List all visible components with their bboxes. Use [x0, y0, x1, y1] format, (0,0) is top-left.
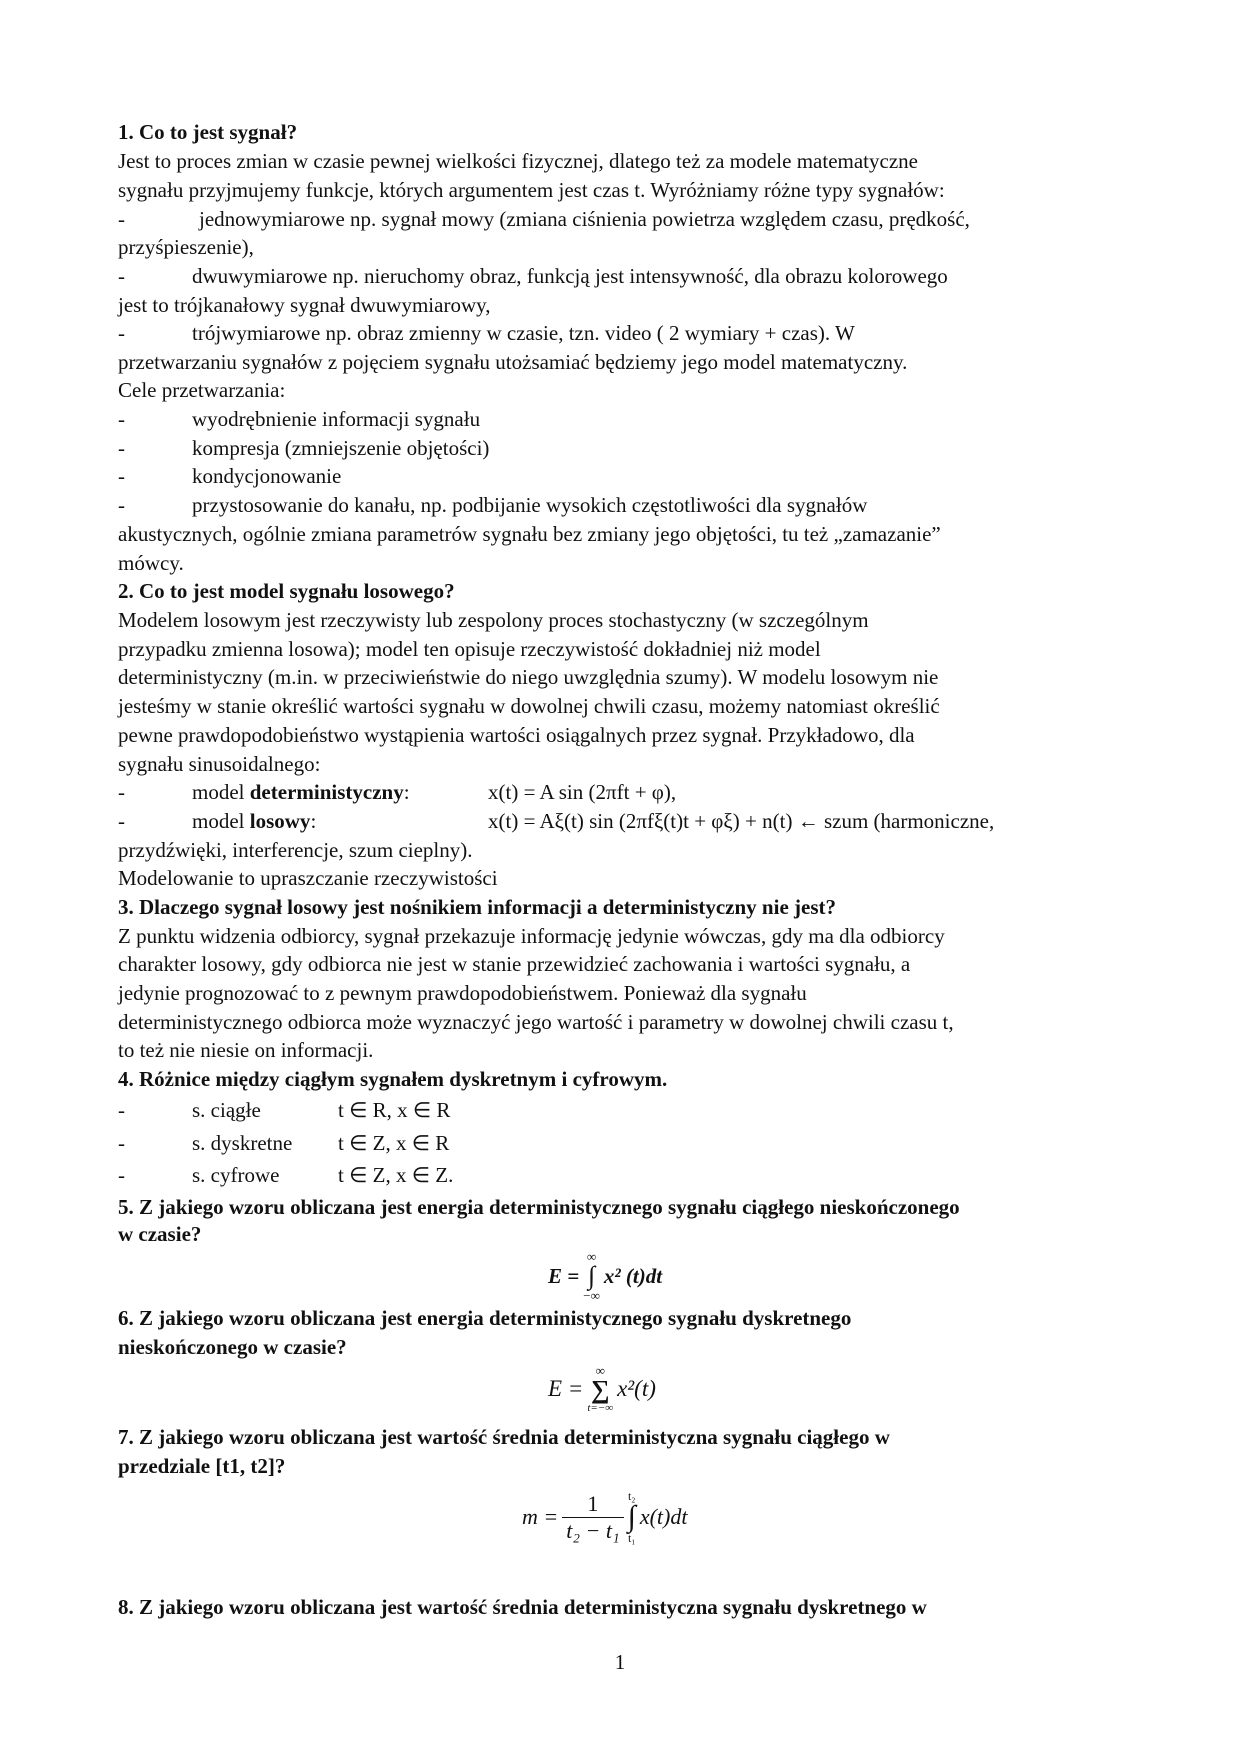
label-text: model	[192, 780, 250, 804]
model-deterministic-label	[192, 778, 410, 806]
paragraph-line: przetwarzaniu sygnałów z pojęciem sygnału utożsamiać będziemy jego model matematyczny.	[118, 350, 908, 374]
formula-energy-discrete	[548, 1364, 656, 1414]
bullet-text: kompresja (zmniejszenie objętości)	[192, 436, 490, 460]
label-bold: losowy	[249, 809, 311, 833]
paragraph-line: jesteśmy w stanie określić wartości sygnału w dowolnej chwili czasu, możemy natomiast określić	[118, 694, 940, 718]
model-random-formula: x(t) = Aξ(t) sin (2πfξ(t)t + φξ) + n(t) ← szum (harmoniczne,	[488, 809, 995, 833]
paragraph-line: jedynie prognozować to z pewnym prawdopodobieństwem. Ponieważ dla sygnału	[118, 981, 807, 1005]
formula-lhs: E =	[548, 1376, 584, 1401]
heading-q7: 7. Z jakiego wzoru obliczana jest wartość średnia deterministyczna sygnału ciągłego w	[118, 1425, 890, 1449]
bullet-dash: -	[118, 1163, 125, 1187]
paragraph-line: mówcy.	[118, 551, 184, 575]
formula-energy-continuous	[548, 1250, 662, 1302]
paragraph-line: Modelem losowym jest rzeczywisty lub zespolony proces stochastyczny (w szczególnym	[118, 608, 869, 632]
paragraph-line: charakter losowy, gdy odbiorca nie jest w stanie przewidzieć zachowania i wartości sygnału, a	[118, 952, 911, 976]
paragraph-line: sygnału sinusoidalnego:	[118, 752, 321, 776]
bullet-dash: -	[118, 464, 125, 488]
upper-limit: ∞	[595, 1363, 605, 1378]
bullet-dash: -	[118, 407, 125, 431]
label-bold: deterministyczny	[249, 780, 404, 804]
heading-q6-cont: nieskończonego w czasie?	[118, 1335, 347, 1359]
signal-type-name: s. cyfrowe	[192, 1163, 280, 1187]
signal-type-name: s. ciągłe	[192, 1098, 261, 1122]
paragraph-line: pewne prawdopodobieństwo wystąpienia wartości osiągalnych przez sygnał. Przykładowo, dla	[118, 723, 915, 747]
integral-sign	[583, 1250, 600, 1302]
bullet-text: dwuwymiarowe np. nieruchomy obraz, funkcją jest intensywność, dla obrazu kolorowego	[192, 264, 948, 288]
bullet-text: wyodrębnienie informacji sygnału	[192, 407, 481, 431]
denominator: t₂ − t₁	[566, 1517, 620, 1543]
bullet-dash: -	[118, 321, 125, 345]
model-random-label	[192, 807, 316, 835]
paragraph-line: przypadku zmienna losowa); model ten opisuje rzeczywistość dokładniej niż model	[118, 637, 821, 661]
bullet-dash: -	[118, 436, 125, 460]
heading-q8: 8. Z jakiego wzoru obliczana jest wartość średnia deterministyczna sygnału dyskretnego w	[118, 1595, 927, 1619]
model-deterministic-formula: x(t) = A sin (2πft + φ),	[488, 780, 677, 804]
integral-op: ∫	[587, 1261, 596, 1290]
numerator: 1	[562, 1491, 623, 1518]
heading-q1: 1. Co to jest sygnał?	[118, 120, 298, 144]
bullet-dash: -	[118, 780, 125, 804]
lower-limit: −∞	[583, 1288, 600, 1303]
bullet-text: trójwymiarowe np. obraz zmienny w czasie, tzn. video ( 2 wymiary + czas). W	[192, 321, 855, 345]
signal-type-name: s. dyskretne	[192, 1131, 293, 1155]
heading-q6: 6. Z jakiego wzoru obliczana jest energia deterministycznego sygnału dyskretnego	[118, 1306, 852, 1330]
page-number: 1	[614, 1650, 626, 1674]
heading-q4: 4. Różnice między ciągłym sygnałem dyskretnym i cyfrowym.	[118, 1067, 668, 1091]
heading-q3: 3. Dlaczego sygnał losowy jest nośnikiem informacji a deterministyczny nie jest?	[118, 895, 836, 919]
heading-q5-cont: w czasie?	[118, 1222, 202, 1246]
bullet-dash: -	[118, 809, 125, 833]
sum-sign	[587, 1364, 613, 1414]
bullet-text: jednowymiarowe np. sygnał mowy (zmiana ciśnienia powietrza względem czasu, prędkość,	[199, 207, 970, 231]
formula-body: x²(t)	[617, 1376, 656, 1401]
formula-lhs: E =	[548, 1263, 580, 1288]
bullet-dash: -	[118, 264, 125, 288]
fraction	[562, 1491, 623, 1544]
bullet-dash: -	[118, 493, 125, 517]
paragraph-line: deterministycznego odbiorca może wyznaczyć jego wartość i parametry w dowolnej chwili czasu t,	[118, 1010, 954, 1034]
heading-q2: 2. Co to jest model sygnału losowego?	[118, 579, 455, 603]
heading-q5: 5. Z jakiego wzoru obliczana jest energia deterministycznego sygnału ciągłego nieskończonego	[118, 1195, 960, 1219]
formula-lhs: m =	[522, 1504, 559, 1529]
paragraph-line: jest to trójkanałowy sygnał dwuwymiarowy,	[118, 293, 491, 317]
paragraph-line: Z punktu widzenia odbiorcy, sygnał przekazuje informację jedynie wówczas, gdy ma dla odbiorcy	[118, 924, 945, 948]
paragraph-line: przydźwięki, interferencje, szum cieplny).	[118, 838, 473, 862]
formula-mean-continuous	[522, 1490, 687, 1544]
upper-limit: ∞	[586, 1249, 597, 1264]
formula-body: x(t)dt	[639, 1504, 688, 1529]
integral-sign	[628, 1490, 636, 1544]
bullet-dash: -	[118, 1131, 125, 1155]
integral-op: ∫	[627, 1500, 636, 1533]
paragraph-line: Jest to proces zmian w czasie pewnej wielkości fizycznej, dlatego też za modele matematyczne	[118, 149, 918, 173]
bullet-dash: -	[118, 207, 125, 231]
signal-type-def: t ∈ R, x ∈ R	[338, 1098, 451, 1122]
sum-op: ∑	[590, 1375, 610, 1404]
label-text: model	[192, 809, 250, 833]
bullet-dash: -	[118, 1098, 125, 1122]
paragraph-line: sygnału przyjmujemy funkcje, których argumentem jest czas t. Wyróżniamy różne typy sygnałów:	[118, 178, 945, 202]
signal-type-def: t ∈ Z, x ∈ Z.	[338, 1163, 454, 1187]
lower-limit: t₁	[627, 1531, 636, 1545]
heading-q7-cont: przedziale [t1, t2]?	[118, 1454, 286, 1478]
formula-body: x² (t)dt	[603, 1263, 663, 1288]
paragraph-line: deterministyczny (m.in. w przeciwieństwie do niego uwzględnia szumy). W modelu losowym nie	[118, 665, 939, 689]
paragraph-line: Cele przetwarzania:	[118, 378, 286, 402]
label-colon: :	[310, 809, 317, 833]
signal-type-def: t ∈ Z, x ∈ R	[338, 1131, 450, 1155]
paragraph-line: przyśpieszenie),	[118, 235, 254, 259]
bullet-text: kondycjonowanie	[192, 464, 342, 488]
paragraph-line: Modelowanie to upraszczanie rzeczywistości	[118, 866, 498, 890]
upper-limit: t₂	[627, 1489, 636, 1503]
paragraph-line: akustycznych, ogólnie zmiana parametrów sygnału bez zmiany jego objętości, tu też „zamazanie”	[118, 522, 941, 546]
paragraph-line: to też nie niesie on informacji.	[118, 1038, 374, 1062]
label-colon: :	[403, 780, 410, 804]
bullet-text: przystosowanie do kanału, np. podbijanie wysokich częstotliwości dla sygnałów	[192, 493, 868, 517]
lower-limit: t=−∞	[587, 1402, 614, 1414]
